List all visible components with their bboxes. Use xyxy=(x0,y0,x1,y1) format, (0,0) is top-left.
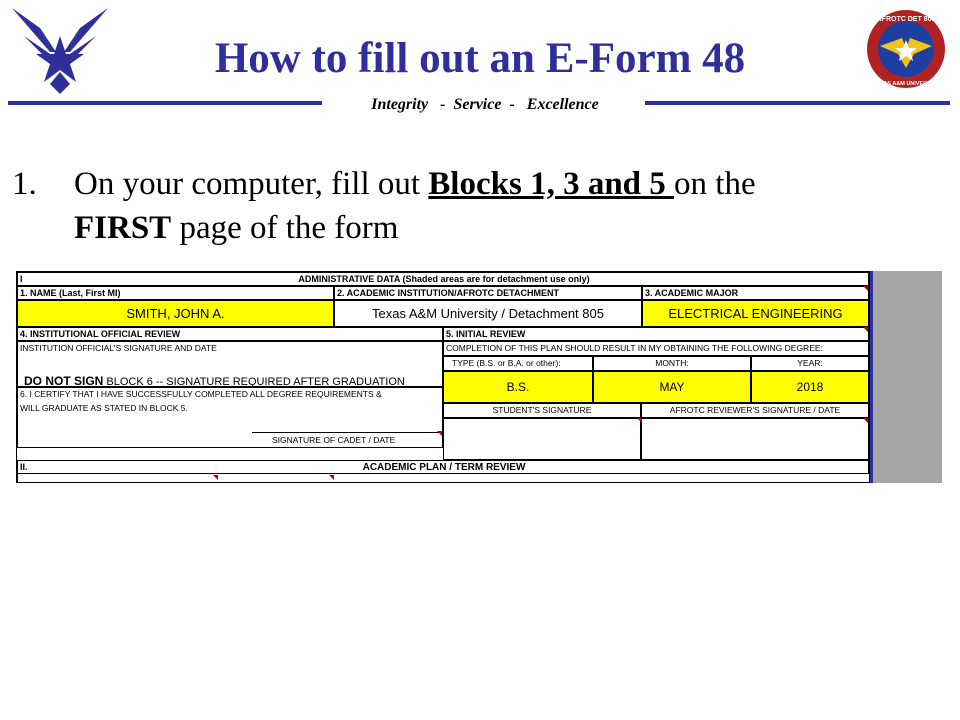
block1-name-field[interactable]: SMITH, JOHN A. xyxy=(17,300,334,327)
form-side-gutter xyxy=(870,271,942,483)
step-blocks-emphasis: Blocks 1, 3 and 5 xyxy=(428,166,675,202)
header-rule-left xyxy=(8,101,322,105)
block3-label: 3. ACADEMIC MAJOR xyxy=(642,286,869,300)
cadet-signature-label: SIGNATURE OF CADET / DATE xyxy=(272,435,396,445)
degree-year-field[interactable]: 2018 xyxy=(751,371,869,403)
type-label: TYPE (B.S. or B.A. or other): xyxy=(443,356,593,371)
air-force-logo xyxy=(10,6,110,96)
section1-title: ADMINISTRATIVE DATA (Shaded areas are for detachment use only) xyxy=(298,274,590,284)
eform-48-excerpt xyxy=(16,271,870,483)
block4-sub-label: INSTITUTION OFFICIAL'S SIGNATURE AND DATE xyxy=(20,343,217,353)
patch-text-bottom: TEXAS A&M UNIVERSITY xyxy=(872,81,940,87)
section2-header xyxy=(17,460,869,474)
block4-label: 4. INSTITUTIONAL OFFICIAL REVIEW xyxy=(17,327,443,341)
header-rule-right xyxy=(645,101,950,105)
section2-title: ACADEMIC PLAN / TERM REVIEW xyxy=(362,462,526,473)
comment-marker xyxy=(863,327,868,332)
step-text-a: On your computer, fill out xyxy=(74,166,429,202)
step-text-c: page of the form xyxy=(171,210,399,246)
block2-label: 2. ACADEMIC INSTITUTION/AFROTC DETACHMENT xyxy=(334,286,642,300)
block4-warning-rest: BLOCK 6 -- SIGNATURE REQUIRED AFTER GRADUATION xyxy=(103,376,405,387)
step-text-b: on the xyxy=(674,166,756,202)
comment-marker xyxy=(863,418,868,423)
comment-marker xyxy=(213,475,218,480)
section1-roman: I xyxy=(20,274,23,284)
block4-warning xyxy=(24,374,405,387)
year-label: YEAR: xyxy=(751,356,869,371)
patch-text-top: AFROTC DET 805 xyxy=(876,16,936,23)
step-first-emphasis: FIRST xyxy=(74,210,172,246)
block6-line1: 6. I CERTIFY THAT I HAVE SUCCESSFULLY COMPLETED ALL DEGREE REQUIREMENTS & xyxy=(20,389,382,399)
comment-marker xyxy=(863,286,868,291)
block4-signature-area[interactable] xyxy=(17,341,443,387)
block2-institution-field[interactable]: Texas A&M University / Detachment 805 xyxy=(334,300,642,327)
step-number: 1. xyxy=(12,166,37,202)
comment-marker xyxy=(329,475,334,480)
do-not-sign-text: DO NOT SIGN xyxy=(24,374,104,387)
block6-certification[interactable] xyxy=(17,387,443,448)
section2-row xyxy=(17,474,869,482)
comment-marker xyxy=(637,418,642,423)
reviewer-signature-field[interactable] xyxy=(641,418,869,460)
block5-label: 5. INITIAL REVIEW xyxy=(443,327,869,341)
page-title: How to fill out an E-Form 48 xyxy=(214,35,746,82)
month-label: MONTH: xyxy=(593,356,751,371)
student-signature-label: STUDENT'S SIGNATURE xyxy=(443,403,641,418)
section1-header xyxy=(17,272,869,286)
step-text xyxy=(74,162,934,250)
block5-sub-label: COMPLETION OF THIS PLAN SHOULD RESULT IN MY OBTAINING THE FOLLOWING DEGREE: xyxy=(443,341,869,356)
comment-marker xyxy=(437,431,442,436)
section2-roman: II. xyxy=(20,462,28,472)
degree-type-field[interactable]: B.S. xyxy=(443,371,593,403)
block1-label: 1. NAME (Last, First MI) xyxy=(17,286,334,300)
degree-month-field[interactable]: MAY xyxy=(593,371,751,403)
student-signature-field[interactable] xyxy=(443,418,641,460)
block3-major-field[interactable]: ELECTRICAL ENGINEERING xyxy=(642,300,869,327)
block6-line2: WILL GRADUATE AS STATED IN BLOCK 5. xyxy=(20,403,188,413)
motto: Integrity - Service - Excellence xyxy=(371,96,599,113)
afrotc-det-805-patch xyxy=(866,8,946,90)
reviewer-signature-label: AFROTC REVIEWER'S SIGNATURE / DATE xyxy=(641,403,869,418)
